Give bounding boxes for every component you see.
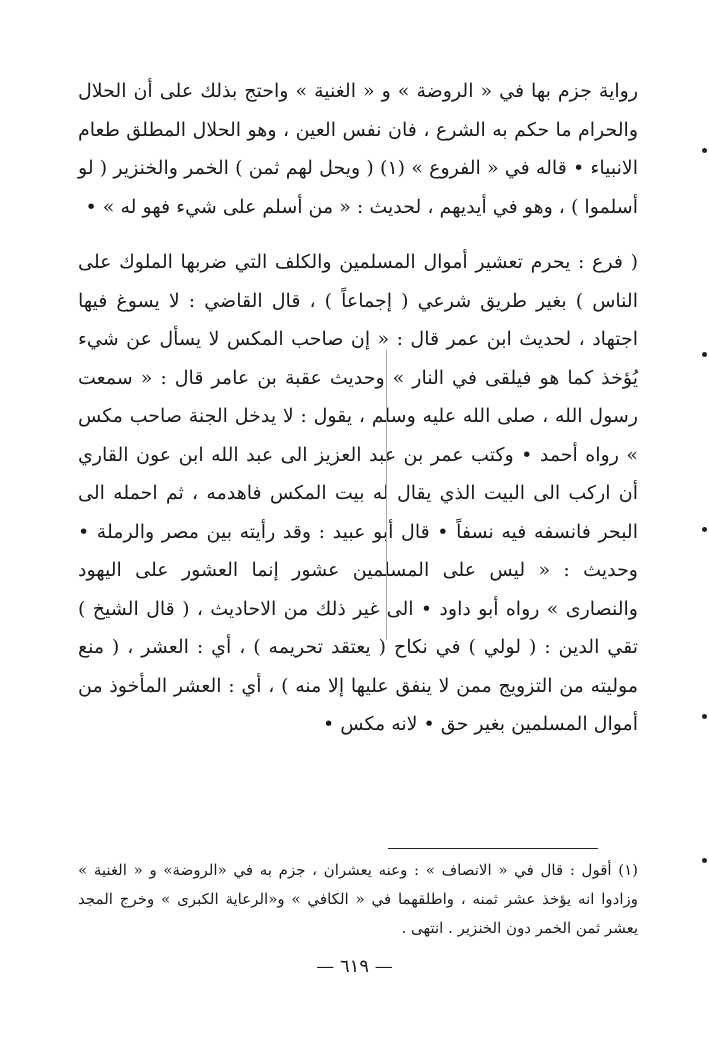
- margin-dot: [702, 527, 707, 532]
- margin-dot: [702, 714, 707, 719]
- margin-dot: [702, 148, 707, 153]
- page-number: — ٦١٩ —: [316, 956, 393, 977]
- margin-dot: [702, 858, 707, 863]
- margin-dot: [702, 352, 707, 357]
- scan-fold-line: [386, 350, 387, 640]
- footnote: (١) أقول : قال في « الانصاف » : وعنه يعشران ، جزم به في «الروضة» و « الغنية » وزادوا انه يؤخذ عشر ثمنه ، واطلقهما في « الكافي » و«الرعاية الكبرى » وخرج المجد يعشر ثمن الخمر دون الخنزير . انتهى .: [78, 861, 638, 937]
- paragraph-1: رواية جزم بها في « الروضة » و « الغنية » واحتج بذلك على أن الحلال والحرام ما حكم به الشرع ، فان نفس العين ، وهو الحلال المطلق طعام الانبياء • قاله في « الفروع » (١) ( ويحل لهم ثمن ) الخمر والخنزير ( لو أسلموا ) ، وهو في أيديهم ، لحديث : « من أسلم على شيء فهو له » •: [78, 80, 638, 218]
- paragraph-2: ( فرع : يحرم تعشير أموال المسلمين والكلف التي ضربها الملوك على الناس ) بغير طريق شرعي ( إجماعاً ) ، قال القاضي : لا يسوغ فيها اجتهاد ، لحديث ابن عمر قال : « إن صاحب المكس لا يسأل عن شيء يُؤخذ كما هو فيلقى في النار » وحديث عقبة بن عامر قال : « سمعت رسول الله ، صلى الله عليه وسلم ، يقول : لا يدخل الجنة صاحب مكس » رواه أحمد • وكتب عمر بن عبد العزيز الى عبد الله ابن عون القاري أن اركب الى البيت الذي يقال له بيت المكس فاهدمه ، ثم احمله الى البحر فانسفه فيه نسفاً • قال أبو عبيد : وقد رأيته بين مصر والرملة • وحديث : « ليس على المسلمين عشور إنما العشور على اليهود والنصارى » رواه أبو داود • الى غير ذلك من الاحاديث ، ( قال الشيخ ) تقي الدين : ( لولي ) في نكاح ( يعتقد تحريمه ) ، أي : العشر ، ( منع موليته من التزويج ممن لا ينفق عليها إلا منه ) ، أي : العشر المأخوذ من أموال المسلمين بغير حق • لانه مكس •: [78, 251, 638, 735]
- footnote-rule: [388, 848, 598, 849]
- main-text: [78, 72, 638, 744]
